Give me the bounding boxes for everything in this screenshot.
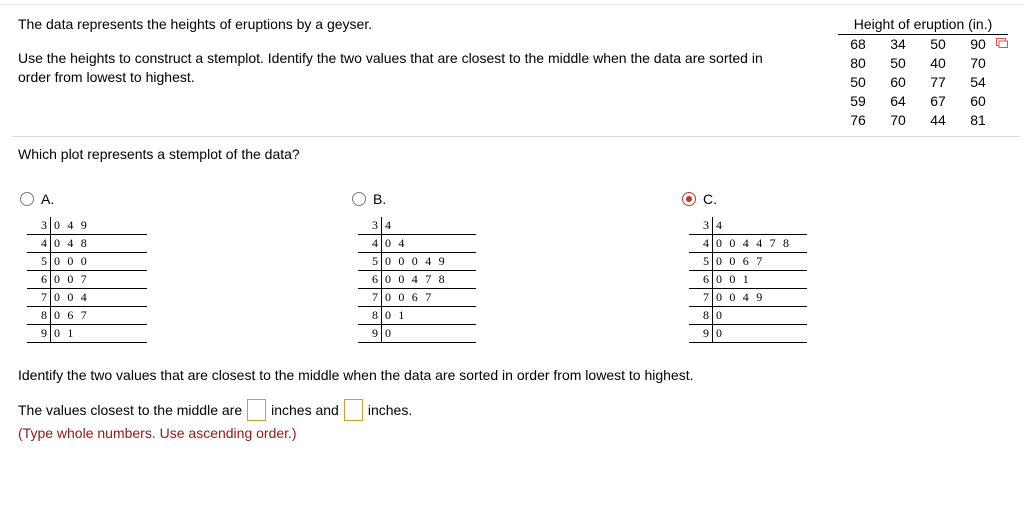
data-table-cell: 54 bbox=[970, 74, 986, 90]
leaf-values: 0 0 4 bbox=[54, 290, 89, 304]
stem-value: 9 bbox=[41, 326, 47, 340]
leaf-values: 0 1 bbox=[54, 326, 76, 340]
stem-divider bbox=[381, 325, 382, 342]
leaf-values: 0 4 bbox=[385, 236, 407, 250]
data-table-row bbox=[838, 54, 1008, 73]
stemplot-row bbox=[27, 289, 147, 307]
data-table-cell: 90 bbox=[970, 36, 986, 52]
option-a[interactable] bbox=[20, 191, 54, 207]
question-instruction-line2: order from lowest to highest. bbox=[18, 69, 195, 85]
stem-value: 6 bbox=[41, 272, 47, 286]
data-table-cell: 59 bbox=[850, 93, 866, 109]
stem-value: 6 bbox=[703, 272, 709, 286]
leaf-values: 0 0 4 9 bbox=[716, 290, 765, 304]
stemplot-row bbox=[358, 289, 476, 307]
leaf-values: 0 bbox=[716, 308, 725, 322]
leaf-values: 0 0 7 bbox=[54, 272, 89, 286]
stemplot-c bbox=[689, 217, 807, 343]
data-table-row bbox=[838, 73, 1008, 92]
leaf-values: 0 0 6 7 bbox=[716, 254, 765, 268]
stem-value: 9 bbox=[372, 326, 378, 340]
stemplot-row bbox=[27, 235, 147, 253]
stem-divider bbox=[381, 307, 382, 324]
stem-divider bbox=[712, 217, 713, 234]
stem-value: 9 bbox=[703, 326, 709, 340]
stemplot-row bbox=[358, 325, 476, 343]
option-b[interactable] bbox=[352, 191, 386, 207]
data-table-cell: 34 bbox=[890, 36, 906, 52]
leaf-values: 0 bbox=[385, 326, 394, 340]
part-a-prompt: Which plot represents a stemplot of the data? bbox=[18, 146, 300, 162]
question-intro: The data represents the heights of eruptions by a geyser. bbox=[18, 16, 373, 32]
stem-value: 3 bbox=[41, 218, 47, 232]
data-table-cell: 50 bbox=[850, 74, 866, 90]
answer-line bbox=[18, 399, 412, 421]
stem-value: 3 bbox=[372, 218, 378, 232]
data-table-cell: 67 bbox=[930, 93, 946, 109]
data-table-row bbox=[838, 92, 1008, 111]
stem-value: 4 bbox=[41, 236, 47, 250]
stemplot-row bbox=[358, 271, 476, 289]
stem-value: 5 bbox=[703, 254, 709, 268]
stem-divider bbox=[381, 289, 382, 306]
option-c-label: C. bbox=[703, 191, 717, 207]
answer-prefix: The values closest to the middle are bbox=[18, 401, 243, 418]
data-table bbox=[838, 14, 1008, 130]
stemplot-row bbox=[689, 271, 807, 289]
stem-value: 7 bbox=[41, 290, 47, 304]
stem-divider bbox=[50, 217, 51, 234]
data-table-cell: 81 bbox=[970, 112, 986, 128]
stem-value: 3 bbox=[703, 218, 709, 232]
data-table-cell: 44 bbox=[930, 112, 946, 128]
leaf-values: 0 0 1 bbox=[716, 272, 751, 286]
leaf-values: 0 0 4 4 7 8 bbox=[716, 236, 792, 250]
stemplot-row bbox=[689, 289, 807, 307]
data-table-cell: 70 bbox=[890, 112, 906, 128]
stemplot-row bbox=[358, 217, 476, 235]
part-b-prompt: Identify the two values that are closest to the middle when the data are sorted in order from lowest to highest. bbox=[18, 367, 694, 383]
question-instruction-line1: Use the heights to construct a stemplot. Identify the two values that are closest to the middle when the data are sorted in bbox=[18, 50, 763, 66]
stem-divider bbox=[712, 235, 713, 252]
stem-value: 7 bbox=[372, 290, 378, 304]
data-table-cell: 50 bbox=[890, 55, 906, 71]
data-table-row bbox=[838, 111, 1008, 130]
option-c-radio[interactable] bbox=[682, 192, 696, 206]
leaf-values: 0 bbox=[716, 326, 725, 340]
data-table-body bbox=[838, 35, 1008, 130]
stemplot-row bbox=[27, 217, 147, 235]
data-table-header: Height of eruption (in.) bbox=[853, 16, 993, 32]
stem-divider bbox=[712, 325, 713, 342]
stem-value: 8 bbox=[41, 308, 47, 322]
stem-divider bbox=[50, 253, 51, 270]
stem-divider bbox=[381, 217, 382, 234]
data-table-cell: 50 bbox=[930, 36, 946, 52]
stem-divider bbox=[381, 271, 382, 288]
stemplot-row bbox=[27, 253, 147, 271]
copy-data-icon[interactable] bbox=[996, 38, 1008, 48]
leaf-values: 0 4 8 bbox=[54, 236, 89, 250]
answer-input-1[interactable] bbox=[247, 399, 266, 421]
leaf-values: 0 6 7 bbox=[54, 308, 89, 322]
leaf-values: 0 0 0 4 9 bbox=[385, 254, 447, 268]
stem-divider bbox=[712, 289, 713, 306]
leaf-values: 0 4 9 bbox=[54, 218, 89, 232]
stemplot-row bbox=[689, 217, 807, 235]
stem-divider bbox=[712, 253, 713, 270]
stemplot-row bbox=[27, 325, 147, 343]
option-c[interactable] bbox=[682, 191, 717, 207]
leaf-values: 0 0 4 7 8 bbox=[385, 272, 447, 286]
data-table-cell: 64 bbox=[890, 93, 906, 109]
stem-divider bbox=[50, 325, 51, 342]
stem-value: 6 bbox=[372, 272, 378, 286]
leaf-values: 0 1 bbox=[385, 308, 407, 322]
stemplot-row bbox=[27, 271, 147, 289]
stem-divider bbox=[50, 307, 51, 324]
data-table-cell: 76 bbox=[850, 112, 866, 128]
leaf-values: 4 bbox=[716, 218, 725, 232]
leaf-values: 4 bbox=[385, 218, 394, 232]
stem-value: 5 bbox=[372, 254, 378, 268]
data-table-row bbox=[838, 35, 1008, 54]
stem-divider bbox=[50, 235, 51, 252]
stemplot-row bbox=[689, 307, 807, 325]
stemplot-a bbox=[27, 217, 147, 343]
stem-value: 5 bbox=[41, 254, 47, 268]
data-table-cell: 80 bbox=[850, 55, 866, 71]
leaf-values: 0 0 6 7 bbox=[385, 290, 434, 304]
data-table-cell: 68 bbox=[850, 36, 866, 52]
stem-divider bbox=[381, 253, 382, 270]
leaf-values: 0 0 0 bbox=[54, 254, 89, 268]
stem-divider bbox=[712, 271, 713, 288]
data-table-cell: 70 bbox=[970, 55, 986, 71]
stemplot-row bbox=[689, 325, 807, 343]
answer-hint: (Type whole numbers. Use ascending order.) bbox=[18, 425, 297, 441]
stem-value: 4 bbox=[703, 236, 709, 250]
data-table-cell: 60 bbox=[970, 93, 986, 109]
option-b-label: B. bbox=[373, 191, 387, 207]
section-divider bbox=[12, 136, 1020, 137]
top-border bbox=[0, 4, 1024, 5]
stem-value: 7 bbox=[703, 290, 709, 304]
stemplot-row bbox=[689, 253, 807, 271]
stem-divider bbox=[381, 235, 382, 252]
answer-mid: inches and bbox=[271, 401, 339, 418]
option-a-radio[interactable] bbox=[20, 192, 34, 206]
answer-suffix: inches. bbox=[367, 401, 413, 418]
stemplot-row bbox=[358, 253, 476, 271]
stemplot-b bbox=[358, 217, 476, 343]
stem-value: 8 bbox=[703, 308, 709, 322]
option-b-radio[interactable] bbox=[352, 192, 366, 206]
data-table-cell: 77 bbox=[930, 74, 946, 90]
stemplot-row bbox=[27, 307, 147, 325]
stemplot-row bbox=[689, 235, 807, 253]
stemplot-row bbox=[358, 235, 476, 253]
stem-divider bbox=[50, 271, 51, 288]
stem-value: 8 bbox=[372, 308, 378, 322]
stem-value: 4 bbox=[372, 236, 378, 250]
stem-divider bbox=[712, 307, 713, 324]
option-a-label: A. bbox=[41, 191, 55, 207]
stem-divider bbox=[50, 289, 51, 306]
data-table-cell: 60 bbox=[890, 74, 906, 90]
answer-input-2[interactable] bbox=[344, 399, 363, 421]
stemplot-row bbox=[358, 307, 476, 325]
data-table-cell: 40 bbox=[930, 55, 946, 71]
